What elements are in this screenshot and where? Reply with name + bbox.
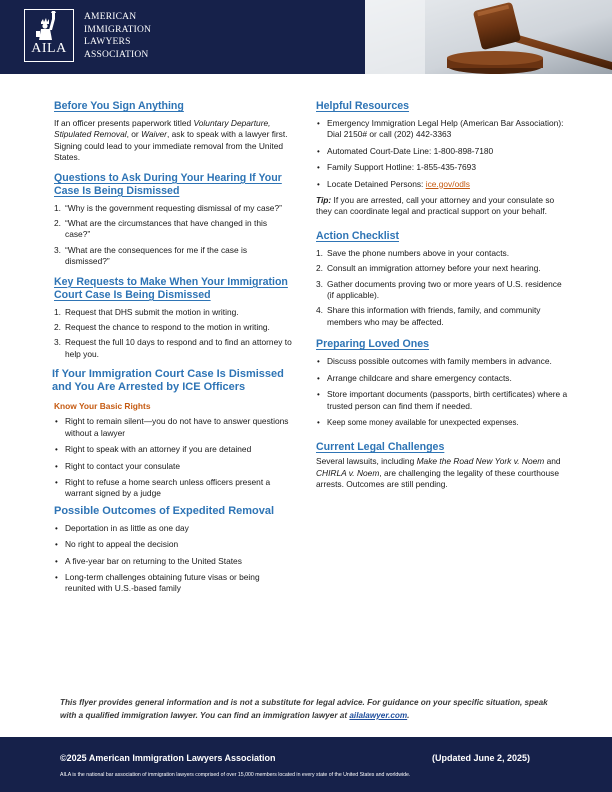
bullet-icon: •: [317, 146, 320, 156]
text: .: [407, 711, 410, 720]
list-text: Right to contact your consulate: [65, 460, 180, 471]
list-item: [54, 556, 292, 567]
emphasis: CHIRLA v. Noem: [316, 467, 380, 478]
action-checklist: [316, 248, 570, 328]
list-text: Deportation in as little as one day: [65, 522, 189, 533]
list-item: [54, 539, 292, 550]
list-item: [54, 307, 292, 318]
section-heading: Action Checklist: [316, 229, 400, 242]
list-item: [316, 373, 570, 384]
list-item: [316, 305, 570, 328]
list-item: [54, 416, 292, 439]
rights-list: [54, 416, 292, 499]
list-item: [54, 245, 292, 268]
list-item: [54, 337, 292, 360]
text: , are challenging the legality of these courthouse arrests. Outcomes are still pending.: [316, 467, 560, 490]
tip-paragraph: [316, 195, 570, 218]
list-item: [316, 118, 570, 141]
list-item: [316, 248, 570, 259]
text: and: [544, 456, 561, 467]
list-item: [54, 572, 292, 595]
bullet-icon: •: [317, 357, 320, 367]
list-item: [54, 523, 292, 534]
text: If an officer presents paperwork titled: [54, 118, 194, 128]
loved-ones-list: [316, 356, 570, 428]
text: Several lawsuits, including: [316, 456, 417, 467]
list-item: [54, 477, 292, 500]
gavel-photo: [365, 0, 612, 74]
list-text: “What are the consequences for me if the case is dismissed?”: [65, 244, 248, 267]
list-item: [316, 279, 570, 302]
list-text: Emergency Immigration Legal Help (American Bar Association): Dial 2150# or call (202) 442-3363: [327, 118, 564, 140]
list-item: [54, 444, 292, 455]
text: , ask to speak with a lawyer first. Signing could lead to your immediate removal from the United States.: [54, 129, 288, 163]
list-text: Discuss possible outcomes with family members in advance.: [327, 356, 552, 367]
list-number: 3.: [54, 244, 61, 255]
org-line: LAWYERS: [84, 37, 131, 47]
copyright: ©2025 American Immigration Lawyers Association: [60, 753, 276, 763]
bullet-icon: •: [55, 523, 58, 533]
know-rights-subheading: Know Your Basic Rights: [54, 401, 151, 412]
list-number: 1.: [54, 202, 61, 213]
list-text: Automated Court-Date Line: 1-800-898-7180: [327, 145, 494, 156]
list-text: Request the chance to respond to the motion in writing.: [65, 322, 270, 333]
list-item: [316, 417, 570, 428]
outcomes-list: [54, 523, 292, 595]
list-text: Share this information with friends, family, and community members who may be affected.: [327, 305, 541, 327]
list-text: Store important documents (passports, birth certificates) where a trusted person can find them if needed.: [327, 389, 568, 411]
list-text: Right to speak with an attorney if you are detained: [65, 444, 252, 455]
list-text: Request that DHS submit the motion in writing.: [65, 306, 239, 317]
list-text: Arrange childcare and share emergency contacts.: [327, 372, 512, 383]
list-number: 4.: [316, 305, 323, 316]
legal-challenges-paragraph: [316, 456, 570, 490]
list-text: Request the full 10 days to respond and to find an attorney to help you.: [65, 337, 292, 359]
emphasis: Waiver: [141, 129, 167, 140]
list-number: 1.: [316, 247, 323, 258]
bullet-icon: •: [55, 477, 58, 487]
disclaimer: [60, 696, 558, 722]
section-heading: Preparing Loved Ones: [316, 338, 430, 351]
header-banner: [0, 0, 612, 74]
list-item: [316, 356, 570, 367]
text: If you are arrested, call your attorney and your consulate so they can coordinate legal and practical support on your behalf.: [316, 195, 555, 217]
before-sign-paragraph: [54, 118, 292, 164]
organization-name: [84, 11, 151, 61]
ice-locator-link[interactable]: ice.gov/odls: [425, 178, 470, 189]
bullet-icon: •: [317, 417, 320, 427]
updated-date: (Updated June 2, 2025): [432, 753, 531, 763]
left-column: [54, 100, 292, 600]
section-heading: Before You Sign Anything: [54, 100, 184, 112]
bullet-icon: •: [55, 540, 58, 550]
disclaimer-text: This flyer provides general information and is not a substitute for legal advice. For guidance on your specific situation, speak with a qualified immigration lawyer. You can find an immigration lawyer at: [60, 698, 548, 720]
list-item: [316, 162, 570, 173]
list-text: “What are the circumstances that have changed in this case?”: [65, 218, 268, 240]
list-text: Long-term challenges obtaining future visas or being reunited with U.S.-based family: [65, 571, 260, 594]
emphasis: Voluntary Departure, Stipulated Removal: [54, 118, 271, 140]
list-number: 2.: [54, 322, 61, 333]
list-text: Keep some money available for unexpected expenses.: [327, 417, 519, 427]
list-text: Right to refuse a home search unless officers present a warrant signed by a judge: [65, 476, 271, 499]
list-item: [54, 322, 292, 333]
list-item: [54, 203, 292, 214]
list-text: Family Support Hotline: 1-855-435-7693: [327, 162, 476, 173]
list-text: No right to appeal the decision: [65, 539, 179, 550]
list-text: A five-year bar on returning to the United States: [65, 555, 242, 566]
list-number: 1.: [54, 306, 61, 317]
list-number: 2.: [316, 263, 323, 274]
footer-note: AILA is the national bar association of immigration lawyers comprised of over 15,000 members located in every state of the United States and worldwide.: [60, 772, 411, 778]
resources-list: [316, 118, 570, 190]
list-text: Save the phone numbers above in your contacts.: [327, 247, 510, 258]
list-text: Right to remain silent—you do not have to answer questions without a lawyer: [65, 416, 289, 438]
bullet-icon: •: [317, 119, 320, 128]
section-heading: Key Requests to Make When Your Immigration Court Case Is Being Dismissed: [54, 275, 288, 301]
list-text: Gather documents proving two or more years of U.S. residence (if applicable).: [327, 278, 562, 301]
list-item: [316, 146, 570, 157]
org-line: ASSOCIATION: [84, 49, 149, 60]
aila-logo: [24, 9, 74, 62]
right-column: [316, 100, 570, 491]
bullet-icon: •: [317, 163, 320, 173]
bullet-icon: •: [55, 461, 58, 471]
tip-label: Tip:: [316, 195, 332, 206]
list-text: Locate Detained Persons:: [327, 178, 426, 189]
emphasis: Make the Road New York v. Noem: [416, 456, 545, 467]
list-item: [54, 461, 292, 472]
list-text: “Why is the government requesting dismissal of my case?”: [65, 202, 282, 213]
text: , or: [126, 129, 142, 140]
list-number: 3.: [54, 337, 61, 348]
logo-abbrev: AILA: [31, 41, 67, 56]
bullet-icon: •: [55, 556, 58, 566]
section-heading: Helpful Resources: [316, 100, 410, 112]
list-number: 2.: [54, 218, 61, 229]
section-heading: Possible Outcomes of Expedited Removal: [54, 504, 275, 517]
list-item: [316, 389, 570, 412]
bullet-icon: •: [317, 373, 320, 383]
list-item: [54, 218, 292, 241]
bullet-icon: •: [55, 445, 58, 455]
footer-banner: [0, 737, 612, 792]
list-number: 3.: [316, 278, 323, 289]
key-requests-list: [54, 307, 292, 361]
list-item: [316, 263, 570, 274]
bullet-icon: •: [55, 572, 58, 582]
org-line: AMERICAN: [84, 12, 137, 22]
section-heading: If Your Immigration Court Case Is Dismissed and You Are Arrested by ICE Officers: [52, 368, 284, 394]
bullet-icon: •: [317, 179, 320, 189]
section-heading: Questions to Ask During Your Hearing If Your Case Is Being Dismissed: [54, 171, 282, 197]
ailalawyer-link[interactable]: ailalawyer.com: [349, 711, 408, 720]
list-text: Consult an immigration attorney before your next hearing.: [327, 263, 541, 274]
hearing-questions-list: [54, 203, 292, 268]
bullet-icon: •: [317, 390, 320, 400]
bullet-icon: •: [55, 417, 58, 427]
section-heading: Current Legal Challenges: [316, 441, 445, 454]
org-line: IMMIGRATION: [84, 24, 152, 35]
list-item: [316, 179, 570, 190]
